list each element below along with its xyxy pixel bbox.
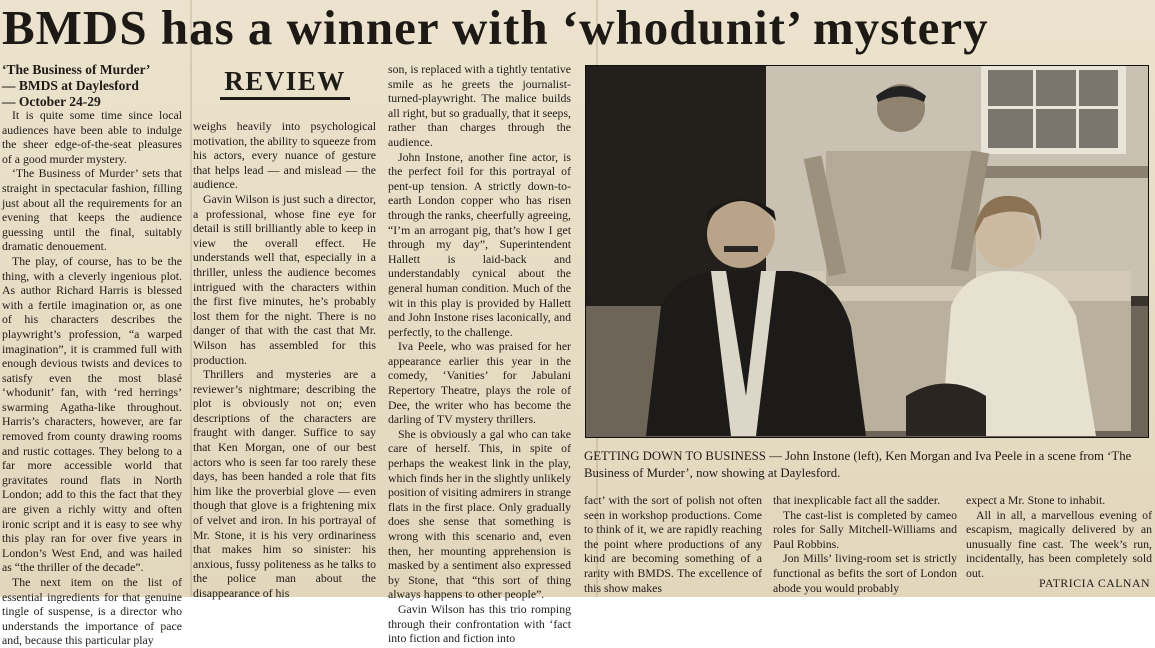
paragraph: expect a Mr. Stone to inhabit. [966, 493, 1106, 507]
paragraph: Thrillers and mysteries are a reviewer’s nightmare; describing the plot is obviously not on; even descriptions of the characters are fraught with danger. Suffice to say that Ken Morgan, one of our best actors who is seen far too rarely these days, has been handed a role that fits him like the proverbial glove — even though that glove is a frightening mix of velvet and iron. In his portrayal of Mr. Stone, it is his very ordinariness that makes him so sinister: his anxious, fussy politeness as he talks to the police man about the disappearance of his [193, 367, 376, 600]
kicker-line: — October 24-29 [2, 94, 101, 109]
review-kicker [2, 62, 190, 110]
paragraph: that inexplicable fact all the sadder. [773, 493, 941, 507]
paragraph: son, is replaced with a tightly tentative smile as he greets the journalist-turned-playwright. The malice builds all right, but so gradually, that it seeps, rather than charges through the audience. [388, 62, 571, 149]
paragraph: The play, of course, has to be the thing, with a cleverly ingenious plot. As author Richard Harris is blessed with a fertile imagination or, as one of his characters describes the playwright’s profession, “a warped imagination”, it is crammed full with enough devious twists and devices to satisfy even the most blasé ‘whodunit’ fan, with ‘red herrings’ swarming Agatha-like throughout. Harris’s characters, however, are far removed from county drawing rooms and rustic cottages. They belong to a far more accessible world that gravitates round flats in North London; add to this the fact that they are given a richly witty and often ironic script and it is easy to see why this play ran for over five years in London’s West End, and was hailed as “the thriller of the decade”. [2, 253, 182, 575]
paragraph: John Instone, another fine actor, is the perfect foil for this portrayal of pent-up tension. A strictly down-to-earth London copper who has risen through the ranks, cheerfully agreeing, “I’m an arrogant pig, that’s how I get through my day”, Superintendent Hallett is laid-back and understandably cynical about the general human condition. Much of the wit in this play is provided by Hallett and John Instone rises laconically, and perfectly, to the challenge. [388, 149, 571, 339]
paragraph: fact’ with the sort of polish not often seen in workshop productions. Come to think of it, we are rapidly reaching the point where productions of any kind are becoming something of a rarity with BMDS. The excellence of this show makes [584, 493, 762, 595]
paragraph: Iva Peele, who was praised for her appearance earlier this year in the comedy, ‘Vanities’ for Jabulani Repertory Theatre, plays the role of Dee, the writer who has become the darling of TV mystery thrillers. [388, 339, 571, 427]
article-column-3 [388, 62, 571, 646]
column-fold [190, 0, 192, 597]
article-column-4 [584, 493, 762, 593]
kicker-line: — BMDS at Daylesford [2, 78, 139, 93]
paragraph: Gavin Wilson has this trio romping through their confrontation with ‘fact into fiction and fiction into [388, 601, 571, 646]
paragraph: Jon Mills’ living-room set is strictly functional as befits the sort of London abode you would probably [773, 551, 957, 595]
paragraph: Gavin Wilson is just such a director, a professional, whose fine eye for detail is still brilliantly able to keep in view the overall effect. He understands well that, especially in a thriller, unless the audience becomes intrigued with the characters within the first five minutes, he’s probably lost them for the night. There is no danger of that with the cast that Mr. Wilson has assembled for this production. [193, 191, 376, 367]
section-label [220, 66, 350, 104]
article-column-1 [2, 108, 182, 648]
cast-photo [585, 65, 1149, 438]
article-column-2 [193, 119, 376, 600]
section-rule [220, 97, 350, 100]
article-column-5 [773, 493, 957, 593]
paragraph: It is quite some time since local audiences have been able to indulge the sheer edge-of-the-seat pleasures of a good murder mystery. [2, 108, 182, 166]
section-label-text: REVIEW [224, 66, 346, 96]
paragraph: The next item on the list of essential ingredients for that genuine tingle of suspense, is a director who understands the importance of pace and, because this particular play [2, 575, 182, 648]
paragraph: All in all, a marvellous evening of escapism, magically delivered by an unusually fine cast. The week’s run, incidentally, has been completely sold out. [966, 507, 1152, 580]
kicker-line: ‘The Business of Murder’ [2, 62, 151, 77]
paragraph: ‘The Business of Murder’ sets that straight in spectacular fashion, filling just about all the requirements for an evening that keeps the audience guessing until the final, suitably dramatic denouement. [2, 166, 182, 254]
author-byline: PATRICIA CALNAN [1039, 576, 1150, 590]
cast-photo-image [586, 66, 1148, 437]
headline: BMDS has a winner with ‘whodunit’ mystery [2, 0, 989, 55]
paragraph: weighs heavily into psychological motivation, the ability to squeeze from his actors, every nuance of gesture that helps lead — and mislead — the audience. [193, 119, 376, 192]
paragraph: The cast-list is completed by cameo roles for Sally Mitchell-Williams and Paul Robbins. [773, 507, 957, 551]
paragraph: She is obviously a gal who can take care of herself. This, in spite of perhaps the weakest link in the play, which finds her in the slightly unlikely position of visiting admirers in strange flats in the first place. Only gradually does she sense that something is wrong with this scenario and, even then, her mounting apprehension is masked by a sentiment also expressed by Stone, that “this sort of thing always happens to other people”. [388, 426, 571, 602]
photo-caption: GETTING DOWN TO BUSINESS — John Instone (left), Ken Morgan and Iva Peele in a scene from ‘The Business of Murder’, now showing at Daylesford. [584, 449, 1132, 480]
